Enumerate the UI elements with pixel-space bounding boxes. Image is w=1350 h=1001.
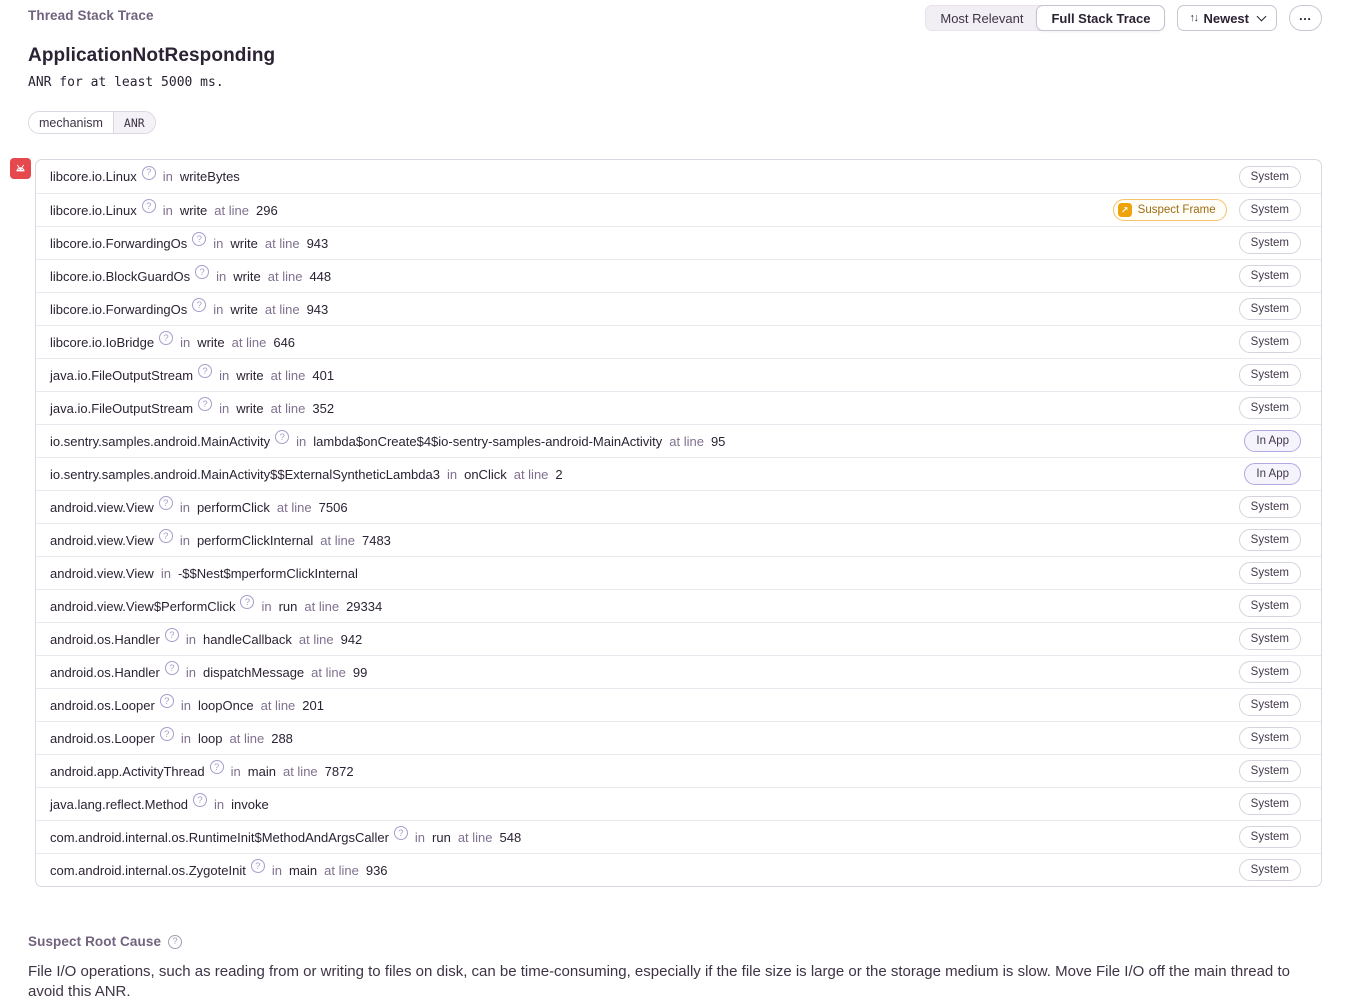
stack-frame-row[interactable] bbox=[36, 160, 1321, 193]
frame-module: android.os.Looper bbox=[50, 730, 155, 746]
frame-origin-badge: In App bbox=[1244, 430, 1301, 452]
frame-function: write bbox=[197, 334, 225, 350]
frame-origin-badge: System bbox=[1239, 496, 1301, 518]
frame-at-line-label: at line bbox=[270, 400, 306, 416]
frame-description bbox=[50, 200, 278, 218]
frame-origin-badge: System bbox=[1239, 199, 1301, 221]
suspect-root-cause-title: Suspect Root Cause bbox=[28, 934, 162, 949]
frame-line-number: 7483 bbox=[361, 532, 391, 548]
stack-frame-row[interactable] bbox=[36, 820, 1321, 853]
frame-module: com.android.internal.os.ZygoteInit bbox=[50, 862, 246, 878]
frame-badges bbox=[1239, 859, 1301, 881]
help-icon[interactable]: ? bbox=[192, 232, 206, 246]
help-icon[interactable]: ? bbox=[198, 397, 212, 411]
frame-function: run bbox=[432, 829, 451, 845]
frame-line-number: 448 bbox=[309, 268, 332, 284]
frame-origin-badge: System bbox=[1239, 298, 1301, 320]
frame-description bbox=[50, 728, 293, 746]
frame-at-line-label: at line bbox=[264, 235, 300, 251]
frame-module: android.os.Handler bbox=[50, 631, 160, 647]
frame-line-number: 942 bbox=[340, 631, 363, 647]
frame-module: java.io.FileOutputStream bbox=[50, 367, 194, 383]
suspect-frame-badge[interactable] bbox=[1113, 199, 1227, 221]
frame-in-label: in bbox=[219, 367, 230, 383]
frame-in-label: in bbox=[216, 268, 227, 284]
sort-button-label: Newest bbox=[1203, 10, 1249, 26]
header-controls bbox=[925, 5, 1322, 31]
frame-in-label: in bbox=[180, 334, 191, 350]
frame-in-label: in bbox=[296, 433, 307, 449]
frame-description bbox=[50, 629, 363, 647]
frame-origin-badge: System bbox=[1239, 760, 1301, 782]
frame-in-label: in bbox=[180, 730, 191, 746]
stack-frame-row[interactable] bbox=[36, 853, 1321, 886]
frame-function: handleCallback bbox=[202, 631, 292, 647]
frame-module: android.view.View bbox=[50, 532, 154, 548]
stack-frame-row[interactable] bbox=[36, 688, 1321, 721]
frame-origin-badge: System bbox=[1239, 265, 1301, 287]
frame-badges bbox=[1239, 595, 1301, 617]
help-icon[interactable]: ? bbox=[168, 935, 182, 949]
stack-frame-row[interactable] bbox=[36, 193, 1321, 226]
stack-frame-row[interactable] bbox=[36, 556, 1321, 589]
frame-in-label: in bbox=[179, 499, 190, 515]
frame-badges bbox=[1239, 265, 1301, 287]
frame-function: loop bbox=[197, 730, 223, 746]
frame-at-line-label: at line bbox=[264, 301, 300, 317]
frame-at-line-label: at line bbox=[669, 433, 704, 449]
frame-at-line-label: at line bbox=[324, 862, 359, 878]
frame-line-number: 936 bbox=[365, 862, 388, 878]
frame-module: com.android.internal.os.RuntimeInit$MethodAndArgsCaller bbox=[50, 829, 389, 845]
frame-badges bbox=[1239, 166, 1301, 188]
help-icon[interactable]: ? bbox=[240, 595, 254, 609]
frame-origin-badge: System bbox=[1239, 694, 1301, 716]
stack-frame-row[interactable] bbox=[36, 589, 1321, 622]
frame-badges bbox=[1113, 199, 1301, 221]
frame-badges bbox=[1239, 793, 1301, 815]
frame-in-label: in bbox=[213, 301, 224, 317]
frame-in-label: in bbox=[261, 598, 272, 614]
external-link-icon: ↗ bbox=[1118, 203, 1132, 217]
frame-line-number: 288 bbox=[271, 730, 293, 746]
frame-description bbox=[50, 695, 324, 713]
frame-description bbox=[50, 596, 383, 614]
help-icon[interactable]: ? bbox=[160, 727, 174, 741]
frame-line-number: 296 bbox=[256, 202, 278, 218]
frame-description bbox=[50, 827, 522, 845]
sort-icon: ↑↓ bbox=[1189, 12, 1198, 24]
stack-trace-section bbox=[35, 159, 1322, 887]
frame-in-label: in bbox=[180, 697, 191, 713]
frame-origin-badge: System bbox=[1239, 595, 1301, 617]
stack-frame-row[interactable] bbox=[36, 457, 1321, 490]
frame-badges bbox=[1239, 628, 1301, 650]
stack-frame-row[interactable] bbox=[36, 523, 1321, 556]
frame-module: io.sentry.samples.android.MainActivity bbox=[50, 433, 271, 449]
frame-at-line-label: at line bbox=[260, 697, 296, 713]
frame-line-number: 95 bbox=[710, 433, 726, 449]
help-icon[interactable]: ? bbox=[160, 694, 174, 708]
frame-badges bbox=[1239, 232, 1301, 254]
frame-badges bbox=[1239, 364, 1301, 386]
frame-at-line-label: at line bbox=[276, 499, 312, 515]
frame-at-line-label: at line bbox=[270, 367, 306, 383]
frame-in-label: in bbox=[214, 796, 225, 812]
frame-function: write bbox=[179, 202, 208, 218]
frame-in-label: in bbox=[162, 169, 173, 184]
frame-badges bbox=[1239, 529, 1301, 551]
frame-module: android.os.Handler bbox=[50, 664, 160, 680]
frame-line-number: 548 bbox=[499, 829, 522, 845]
frame-in-label: in bbox=[414, 829, 426, 845]
frame-module: libcore.io.ForwardingOs bbox=[50, 301, 188, 317]
help-icon[interactable]: ? bbox=[165, 661, 179, 675]
stack-frame-row[interactable] bbox=[36, 721, 1321, 754]
frame-origin-badge: System bbox=[1239, 661, 1301, 683]
toggle-most-relevant[interactable]: Most Relevant bbox=[926, 6, 1037, 30]
frame-badges bbox=[1244, 463, 1301, 485]
frame-at-line-label: at line bbox=[457, 829, 493, 845]
tag-row bbox=[28, 111, 1322, 134]
frame-function: performClick bbox=[196, 499, 270, 515]
platform-icon-android bbox=[10, 158, 31, 179]
frame-module: android.os.Looper bbox=[50, 697, 155, 713]
frame-function: write bbox=[230, 301, 258, 317]
frame-at-line-label: at line bbox=[267, 268, 303, 284]
frame-in-label: in bbox=[271, 862, 282, 878]
frame-function: writeBytes bbox=[179, 169, 240, 184]
frame-badges bbox=[1239, 826, 1301, 848]
event-subtitle: ANR for at least 5000 ms. bbox=[28, 75, 224, 90]
frame-description bbox=[50, 266, 332, 284]
frame-in-label: in bbox=[213, 235, 224, 251]
frame-origin-badge: System bbox=[1239, 826, 1301, 848]
frame-line-number: 2 bbox=[555, 466, 563, 482]
tag-key: mechanism bbox=[29, 112, 113, 133]
frame-badges bbox=[1239, 496, 1301, 518]
page-title: Thread Stack Trace bbox=[28, 8, 154, 23]
frame-function: write bbox=[233, 268, 261, 284]
frame-badges bbox=[1239, 331, 1301, 353]
frame-line-number: 7506 bbox=[318, 499, 348, 515]
frame-description bbox=[50, 497, 348, 515]
frame-badges bbox=[1239, 694, 1301, 716]
frame-in-label: in bbox=[160, 565, 171, 581]
frame-origin-badge: System bbox=[1239, 859, 1301, 881]
frame-module: libcore.io.Linux bbox=[50, 202, 137, 218]
frame-module: libcore.io.BlockGuardOs bbox=[50, 268, 191, 284]
stack-frame-row[interactable] bbox=[36, 622, 1321, 655]
help-icon[interactable]: ? bbox=[251, 859, 265, 873]
frame-module: java.lang.reflect.Method bbox=[50, 796, 189, 812]
frame-module: libcore.io.IoBridge bbox=[50, 334, 155, 350]
frame-module: android.view.View$PerformClick bbox=[50, 598, 236, 614]
help-icon[interactable]: ? bbox=[198, 364, 212, 378]
tag-mechanism[interactable] bbox=[28, 111, 156, 134]
stack-frame-row[interactable] bbox=[36, 325, 1321, 358]
help-icon[interactable]: ? bbox=[210, 760, 224, 774]
frame-origin-badge: System bbox=[1239, 628, 1301, 650]
stack-frame-row[interactable] bbox=[36, 655, 1321, 688]
frame-description bbox=[50, 530, 391, 548]
page-header bbox=[28, 5, 1322, 31]
frame-at-line-label: at line bbox=[231, 334, 267, 350]
frame-description bbox=[50, 794, 269, 812]
frame-description bbox=[50, 761, 354, 779]
help-icon[interactable]: ? bbox=[195, 265, 209, 279]
frame-description bbox=[50, 431, 726, 449]
frame-module: android.view.View bbox=[50, 499, 154, 515]
frame-at-line-label: at line bbox=[298, 631, 334, 647]
frame-origin-badge: System bbox=[1239, 529, 1301, 551]
frame-description bbox=[50, 467, 563, 482]
suspect-root-cause-body: File I/O operations, such as reading from or writing to files on disk, can be time-consuming, especially if the file size is large or the storage medium is slow. Move File I/O off the main thread to avoid this ANR. bbox=[28, 963, 1290, 1000]
view-toggle bbox=[925, 5, 1165, 31]
frame-function: invoke bbox=[231, 796, 269, 812]
stack-frame-row[interactable] bbox=[36, 292, 1321, 325]
frame-origin-badge: System bbox=[1239, 364, 1301, 386]
frame-description bbox=[50, 169, 240, 184]
frame-at-line-label: at line bbox=[320, 532, 355, 548]
frame-in-label: in bbox=[219, 400, 230, 416]
frame-description bbox=[50, 332, 296, 350]
frame-in-label: in bbox=[179, 532, 190, 548]
frame-in-label: in bbox=[446, 466, 458, 482]
frame-badges bbox=[1239, 562, 1301, 584]
stack-frame-row[interactable] bbox=[36, 259, 1321, 292]
frame-line-number: 943 bbox=[306, 301, 329, 317]
stack-frame-row[interactable] bbox=[36, 391, 1321, 424]
frame-description bbox=[50, 365, 335, 383]
stack-frame-row[interactable] bbox=[36, 490, 1321, 523]
frame-description bbox=[50, 662, 368, 680]
frame-origin-badge: System bbox=[1239, 727, 1301, 749]
frame-badges bbox=[1239, 727, 1301, 749]
frame-at-line-label: at line bbox=[513, 466, 549, 482]
chevron-down-icon bbox=[1257, 11, 1267, 21]
frame-origin-badge: System bbox=[1239, 232, 1301, 254]
frame-function: performClickInternal bbox=[196, 532, 314, 548]
frame-at-line-label: at line bbox=[311, 664, 346, 680]
suspect-frame-label: Suspect Frame bbox=[1137, 204, 1216, 216]
frame-function: onClick bbox=[464, 466, 507, 482]
frame-badges bbox=[1239, 661, 1301, 683]
stack-frame-row[interactable] bbox=[36, 424, 1321, 457]
toggle-full-stack-trace[interactable]: Full Stack Trace bbox=[1036, 5, 1165, 31]
frame-line-number: 352 bbox=[312, 400, 335, 416]
frame-module: io.sentry.samples.android.MainActivity$$ExternalSyntheticLambda3 bbox=[50, 466, 440, 482]
frame-in-label: in bbox=[162, 202, 173, 218]
frame-module: libcore.io.ForwardingOs bbox=[50, 235, 188, 251]
frame-function: run bbox=[278, 598, 298, 614]
frame-origin-badge: System bbox=[1239, 166, 1301, 188]
stack-frame-row[interactable] bbox=[36, 358, 1321, 391]
frame-line-number: 201 bbox=[302, 697, 324, 713]
frame-at-line-label: at line bbox=[282, 763, 318, 779]
help-icon[interactable]: ? bbox=[159, 529, 173, 543]
frame-badges bbox=[1239, 760, 1301, 782]
help-icon[interactable]: ? bbox=[142, 166, 156, 180]
help-icon[interactable]: ? bbox=[275, 430, 289, 444]
frame-at-line-label: at line bbox=[304, 598, 340, 614]
frame-line-number: 943 bbox=[306, 235, 329, 251]
frame-line-number: 99 bbox=[352, 664, 368, 680]
help-icon[interactable]: ? bbox=[159, 331, 173, 345]
help-icon[interactable]: ? bbox=[165, 628, 179, 642]
frame-function: -$$Nest$mperformClickInternal bbox=[177, 565, 358, 581]
help-icon[interactable]: ? bbox=[193, 793, 207, 807]
frame-module: android.app.ActivityThread bbox=[50, 763, 205, 779]
frame-function: dispatchMessage bbox=[202, 664, 305, 680]
frame-function: write bbox=[236, 400, 264, 416]
frame-at-line-label: at line bbox=[229, 730, 265, 746]
frame-in-label: in bbox=[230, 763, 241, 779]
frame-description bbox=[50, 860, 388, 878]
frame-badges bbox=[1239, 298, 1301, 320]
frame-function: write bbox=[236, 367, 264, 383]
frame-badges bbox=[1239, 397, 1301, 419]
frame-module: android.view.View bbox=[50, 565, 154, 581]
frame-origin-badge: System bbox=[1239, 562, 1301, 584]
frame-function: main bbox=[247, 763, 276, 779]
frame-line-number: 401 bbox=[312, 367, 335, 383]
frame-description bbox=[50, 398, 335, 416]
help-icon[interactable]: ? bbox=[159, 496, 173, 510]
frame-origin-badge: System bbox=[1239, 793, 1301, 815]
frame-module: java.io.FileOutputStream bbox=[50, 400, 194, 416]
frame-line-number: 646 bbox=[273, 334, 296, 350]
frame-description bbox=[50, 299, 329, 317]
help-icon[interactable]: ? bbox=[142, 199, 156, 213]
frame-function: write bbox=[230, 235, 258, 251]
frame-description bbox=[50, 566, 358, 581]
frame-module: libcore.io.Linux bbox=[50, 169, 137, 184]
stack-frame-row[interactable] bbox=[36, 787, 1321, 820]
frame-origin-badge: System bbox=[1239, 331, 1301, 353]
help-icon[interactable]: ? bbox=[394, 826, 408, 840]
event-title: ApplicationNotResponding bbox=[28, 45, 276, 66]
help-icon[interactable]: ? bbox=[192, 298, 206, 312]
suspect-root-cause-heading bbox=[28, 934, 1322, 949]
tag-value: ANR bbox=[113, 112, 155, 133]
sort-button[interactable] bbox=[1177, 5, 1277, 31]
frame-in-label: in bbox=[185, 664, 196, 680]
frame-origin-badge: In App bbox=[1244, 463, 1301, 485]
stack-frame-row[interactable] bbox=[36, 754, 1321, 787]
frame-at-line-label: at line bbox=[214, 202, 249, 218]
frame-badges bbox=[1244, 430, 1301, 452]
frame-origin-badge: System bbox=[1239, 397, 1301, 419]
frame-function: main bbox=[288, 862, 318, 878]
frame-line-number: 29334 bbox=[346, 598, 383, 614]
frame-line-number: 7872 bbox=[324, 763, 354, 779]
frame-in-label: in bbox=[185, 631, 196, 647]
stack-trace-table bbox=[35, 159, 1322, 887]
more-options-button[interactable]: … bbox=[1289, 5, 1322, 31]
stack-frame-row[interactable] bbox=[36, 226, 1321, 259]
frame-function: lambda$onCreate$4$io-sentry-samples-android-MainActivity bbox=[313, 433, 663, 449]
frame-function: loopOnce bbox=[197, 697, 254, 713]
frame-description bbox=[50, 233, 329, 251]
